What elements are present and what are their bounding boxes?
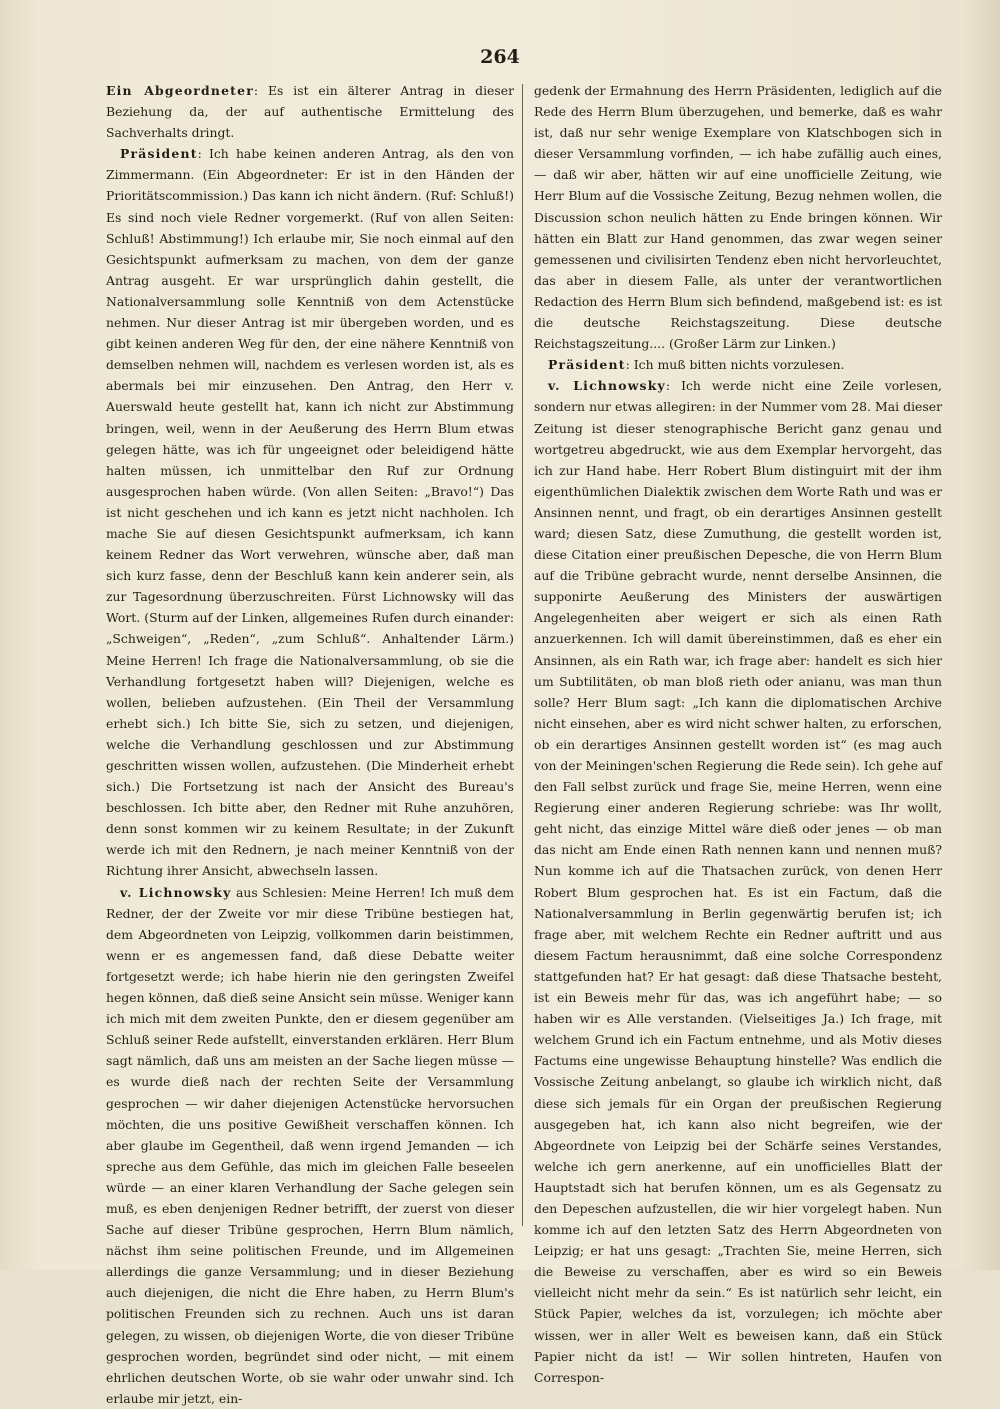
paragraph	[534, 80, 942, 354]
paragraph-text: : Es ist ein älterer Antrag in dieser Beziehung da, der auf authentische Ermittelung des Sachverhalts dringt.	[106, 83, 514, 141]
paragraph-text: : Ich werde nicht eine Zeile vorlesen, sondern nur etwas allegiren: in der Nummer vom 28. Mai dieser Zeitung ist dieser stenographische Bericht ganz genau und wortgetreu abgedruckt, wie aus dem Exemplar hervorgeht, das ich zur Hand habe. Herr Robert Blum distinguirt mit der ihm eigenthümlichen Dialektik zwischen dem Worte Rath und was er Ansinnen nennt, und fragt, ob ein derartiges Ansinnen gestellt ward; diesen Satz, diese Zumuthung, die gestellt worden ist, diese Citation einer preußischen Depesche, die von Herrn Blum auf die Tribüne gebracht wurde, nennt derselbe Ansinnen, die supponirte Aeußerung des Ministers der auswärtigen Angelegenheiten aber weigert er sich als einen Rath anzuerkennen. Ich will damit übereinstimmen, daß es eher ein Ansinnen, als ein Rath war, ich frage aber: handelt es sich hier um Subtilitäten, ob man bloß rieth oder anianu, was man thun solle? Herr Blum sagt: „Ich kann die diplomatischen Archive nicht einsehen, aber es wird nicht schwer halten, zu erforschen, ob ein derartiges Ansinnen gestellt worden ist“ (es mag auch von der Meiningen'schen Regierung die Rede sein). Ich gehe auf den Fall selbst zurück und frage Sie, meine Herren, wenn eine Regierung einer anderen Regierung schriebe: was Ihr wollt, geht nicht, das einzige Mittel wäre dieß oder jenes — ob man das nicht am Ende einen Rath nennen kann und nennen muß? Nun komme ich auf die Thatsachen zurück, von denen Herr Robert Blum gesprochen hat. Es ist ein Factum, daß die Nationalversammlung in Berlin gegenwärtig berufen ist; ich frage aber, mit welchem Rechte ein Redner auftritt und aus diesem Factum herausnimmt, daß eine solche Correspondenz stattgefunden hat? Er hat gesagt: daß diese Thatsache besteht, ist ein Beweis mehr für das, was ich angeführt habe; — so haben wir es Alle verstanden. (Vielseitiges Ja.) Ich frage, mit welchem Grund ich ein Factum entnehme, und als Motiv dieses Factums eine ungewisse Behauptung hinstelle? Was endlich die Vossische Zeitung anbelangt, so glaube ich wirklich nicht, daß diese sich jemals für ein Organ der preußischen Regierung ausgegeben hat, ich kann also nicht begreifen, wie der Abgeordnete von Leipzig bei der Schärfe seines Verstandes, welche ich gern anerkenne, auf ein unofficielles Blatt der Hauptstadt sich hat berufen können, um es als Gegensatz zu den Depeschen aufzustellen, die wir hier vorgelegt haben. Nun komme ich auf den letzten Satz des Herrn Abgeordneten von Leipzig; er hat uns gesagt: „Trachten Sie, meine Herren, sich die Beweise zu verschaffen, aber es wird so ein Beweis vielleicht nicht mehr da sein.“ Es ist natürlich sehr leicht, ein Stück Papier, welches da ist, vorzulegen; ich möchte aber wissen, wer in aller Welt es beweisen kann, daß ein Stück Papier nicht da ist! — Wir sollen hintreten, Haufen von Correspon-	[534, 378, 942, 1385]
right-column	[534, 80, 942, 1385]
page-number: 264	[480, 46, 520, 68]
paragraph-text: : Ich habe keinen anderen Antrag, als den von Zimmermann. (Ein Abgeordneter: Er ist in den Händen der Prioritätscommission.) Das kann ich nicht ändern. (Ruf: Schluß!) Es sind noch viele Redner vorgemerkt. (Ruf von allen Seiten: Schluß! Abstimmung!) Ich erlaube mir, Sie noch einmal auf den Gesichtspunkt aufmerksam zu machen, von dem der ganze Antrag ausgeht. Er war ursprünglich dahin gestellt, die Nationalversammlung solle Kenntniß von dem Actenstücke nehmen. Nur dieser Antrag ist mir übergeben worden, und es gibt keinen anderen Weg für den, der eine nähere Kenntniß von demselben nehmen will, nachdem es verlesen worden ist, als es abermals bei mir einzusehen. Den Antrag, den Herr v. Auerswald heute gestellt hat, kann ich nicht zur Abstimmung bringen, weil, wenn in der Aeußerung des Herrn Blum etwas gelegen hätte, was ich für ungeeignet oder beleidigend hätte halten müssen, ich unmittelbar den Ruf zur Ordnung ausgesprochen haben würde. (Von allen Seiten: „Bravo!“) Das ist nicht geschehen und ich kann es jetzt nicht nachholen. Ich mache Sie auf diesen Gesichtspunkt aufmerksam, ich kann keinem Redner das Wort verwehren, wünsche aber, daß man sich kurz fasse, denn der Beschluß kann kein anderer sein, als zur Tagesordnung überzuschreiten. Fürst Lichnowsky will das Wort. (Sturm auf der Linken, allgemeines Rufen durch einander: „Schweigen“, „Reden“, „zum Schluß“. Anhaltender Lärm.) Meine Herren! Ich frage die Nationalversammlung, ob sie die Verhandlung fortgesetzt haben will? Diejenigen, welche es wollen, belieben aufzustehen. (Ein Theil der Versammlung erhebt sich.) Ich bitte Sie, sich zu setzen, und diejenigen, welche die Verhandlung geschlossen und zur Abstimmung geschritten wissen wollen, aufzustehen. (Die Minderheit erhebt sich.) Die Fortsetzung ist nach der Ansicht des Bureau's beschlossen. Ich bitte aber, den Redner mit Ruhe anzuhören, denn sonst kommen wir zu keinem Resultate; in der Zukunft werde ich mit den Rednern, je nach meiner Kenntniß von der Richtung ihrer Ansicht, abwechseln lassen.	[106, 146, 514, 879]
text-columns	[106, 80, 942, 1406]
left-column	[106, 80, 514, 1406]
speaker-name: Ein Abgeordneter	[106, 83, 254, 98]
paragraph-text: aus Schlesien: Meine Herren! Ich muß dem Redner, der der Zweite vor mir diese Tribüne bestiegen hat, dem Abgeordneten von Leipzig, vollkommen darin beistimmen, wenn er es angemessen fand, daß diese Debatte weiter fortgesetzt werde; ich habe hierin nie den geringsten Zweifel hegen können, daß dieß seine Ansicht sein müsse. Weniger kann ich mich mit dem zweiten Punkte, den er diesem gegenüber am Schluß seiner Rede aufstellt, einverstanden erklären. Herr Blum sagt nämlich, daß uns am meisten an der Sache liegen müsse — es wurde dieß nach der rechten Seite der Versammlung gesprochen — wir daher diejenigen Actenstücke hervorsuchen möchten, die uns positive Gewißheit verschaffen können. Ich aber glaube im Gegentheil, daß wenn irgend Jemanden — ich spreche aus dem Gefühle, das mich im gleichen Falle beseelen würde — an einer klaren Verhandlung der Sache gelegen sein muß, es eben denjenigen Redner betrifft, der zuerst von dieser Sache auf dieser Tribüne gesprochen, Herrn Blum nämlich, nächst ihm seine politischen Freunde, und im Allgemeinen allerdings die ganze Versammlung; und in dieser Beziehung auch diejenigen, die nicht die Ehre haben, zu Herrn Blum's politischen Freunden sich zu rechnen. Auch uns ist daran gelegen, zu wissen, ob diejenigen Worte, die von dieser Tribüne gesprochen worden, begründet sind oder nicht, — mit einem ehrlichen deutschen Worte, ob sie wahr oder unwahr sind. Ich erlaube mir jetzt, ein-	[106, 884, 514, 1406]
paragraph	[106, 143, 514, 881]
paragraph-text: : Ich muß bitten nichts vorzulesen.	[625, 357, 845, 373]
speaker-name: Präsident	[548, 357, 626, 373]
paragraph	[106, 80, 514, 143]
paragraph-text: gedenk der Ermahnung des Herrn Präsidenten, lediglich auf die Rede des Herrn Blum überzugehen, und bemerke, daß es wahr ist, daß nur sehr wenige Exemplare von Klatschbogen sich in dieser Versammlung vorfinden, — ich habe zufällig auch eines, — daß wir aber, hätten wir auf eine unofficielle Zeitung, wie Herr Blum auf die Vossische Zeitung, Bezug nehmen wollen, die Discussion schon neulich hätten zu Ende bringen können. Wir hätten ein Blatt zur Hand genommen, das zwar wegen seiner gemessenen und civilisirten Tendenz eben nicht hervorleuchtet, das aber in diesem Falle, als unter der verantwortlichen Redaction des Herrn Blum sich befindend, maßgebend ist: es ist die deutsche Reichstagszeitung. Diese deutsche Reichstagszeitung.... (Großer Lärm zur Linken.)	[534, 83, 942, 352]
speaker-name: v. Lichnowsky	[548, 378, 666, 394]
paragraph	[106, 882, 514, 1409]
speaker-name: Präsident	[120, 146, 198, 162]
speaker-name: v. Lichnowsky	[120, 884, 232, 900]
paragraph	[534, 354, 942, 375]
paragraph	[534, 375, 942, 1388]
